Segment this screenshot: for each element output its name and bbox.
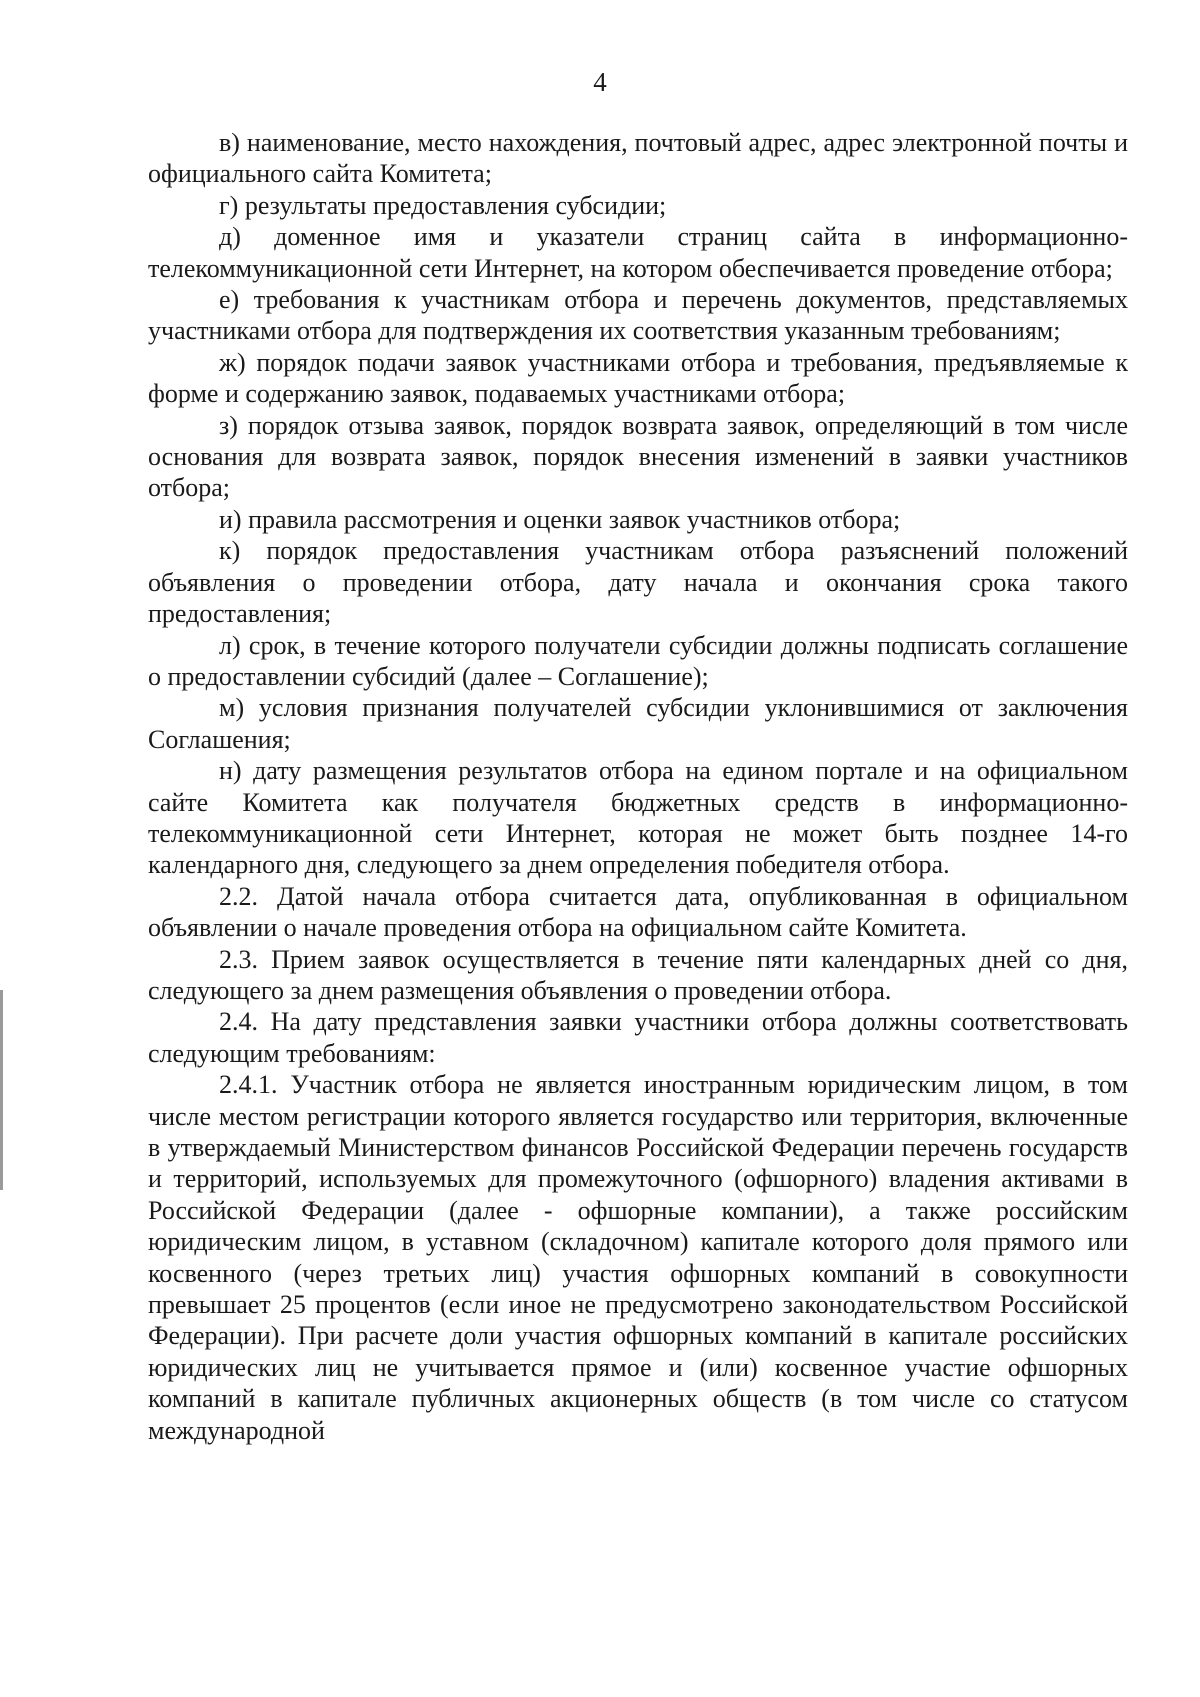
paragraph-item-i: и) правила рассмотрения и оценки заявок участников отбора;: [219, 504, 901, 534]
paragraph-item-k: к) порядок предоставления участникам отбора разъяснений положений объявления о проведении отбора, дату начала и окончания срока такого предоставления;: [148, 536, 1128, 629]
paragraph-item-d: д) доменное имя и указатели страниц сайта в информационно-телекоммуникационной сети Интернет, на котором обеспечивается проведение отбора;: [148, 222, 1128, 283]
paragraph-item-v: в) наименование, место нахождения, почтовый адрес, адрес электронной почты и официального сайта Комитета;: [148, 128, 1128, 189]
paragraph-section-2-4: 2.4. На дату представления заявки участники отбора должны соответствовать следующим требованиям:: [148, 1007, 1128, 1068]
paragraph-item-l: л) срок, в течение которого получатели субсидии должны подписать соглашение о предоставлении субсидий (далее – Соглашение);: [148, 630, 1128, 691]
paragraph-section-2-4-1: 2.4.1. Участник отбора не является иностранным юридическим лицом, в том числе местом регистрации которого является государство или территория, включенные в утверждаемый Министерством финансов Российской Федерации перечень государств и территорий, используемых для промежуточного (офшорного) владения активами в Российской Федерации (далее - офшорные компании), а также российским юридическим лицом, в уставном (складочном) капитале которого доля прямого или косвенного (через третьих лиц) участия офшорных компаний в совокупности превышает 25 процентов (если иное не предусмотрено законодательством Российской Федерации). При расчете доли участия офшорных компаний в капитале российских юридических лиц не учитывается прямое и (или) косвенное участие офшорных компаний в капитале публичных акционерных обществ (в том числе со статусом международной: [148, 1070, 1128, 1445]
paragraph-item-z: з) порядок отзыва заявок, порядок возврата заявок, определяющий в том числе основания для возврата заявок, порядок внесения изменений в заявки участников отбора;: [148, 410, 1128, 503]
paragraph-item-g: г) результаты предоставления субсидии;: [219, 190, 667, 220]
paragraph-item-n: н) дату размещения результатов отбора на едином портале и на официальном сайте Комитета как получателя бюджетных средств в информационно-телекоммуникационной сети Интернет, которая не может быть позднее 14-го календарного дня, следующего за днем определения победителя отбора.: [148, 756, 1128, 880]
page-number: 4: [593, 67, 607, 97]
scan-edge-mark: [0, 990, 3, 1190]
paragraph-section-2-2: 2.2. Датой начала отбора считается дата, опубликованная в официальном объявлении о начале проведения отбора на официальном сайте Комитета.: [148, 881, 1128, 943]
paragraph-item-zh: ж) порядок подачи заявок участниками отбора и требования, предъявляемые к форме и содержанию заявок, подаваемых участниками отбора;: [148, 347, 1128, 409]
document-body: [148, 127, 1128, 1446]
paragraph-item-m: м) условия признания получателей субсидии уклонившимися от заключения Соглашения;: [148, 693, 1128, 754]
paragraph-item-e: е) требования к участникам отбора и перечень документов, представляемых участниками отбора для подтверждения их соответствия указанным требованиям;: [148, 285, 1128, 346]
paragraph-section-2-3: 2.3. Прием заявок осуществляется в течение пяти календарных дней со дня, следующего за днем размещения объявления о проведении отбора.: [148, 944, 1128, 1005]
